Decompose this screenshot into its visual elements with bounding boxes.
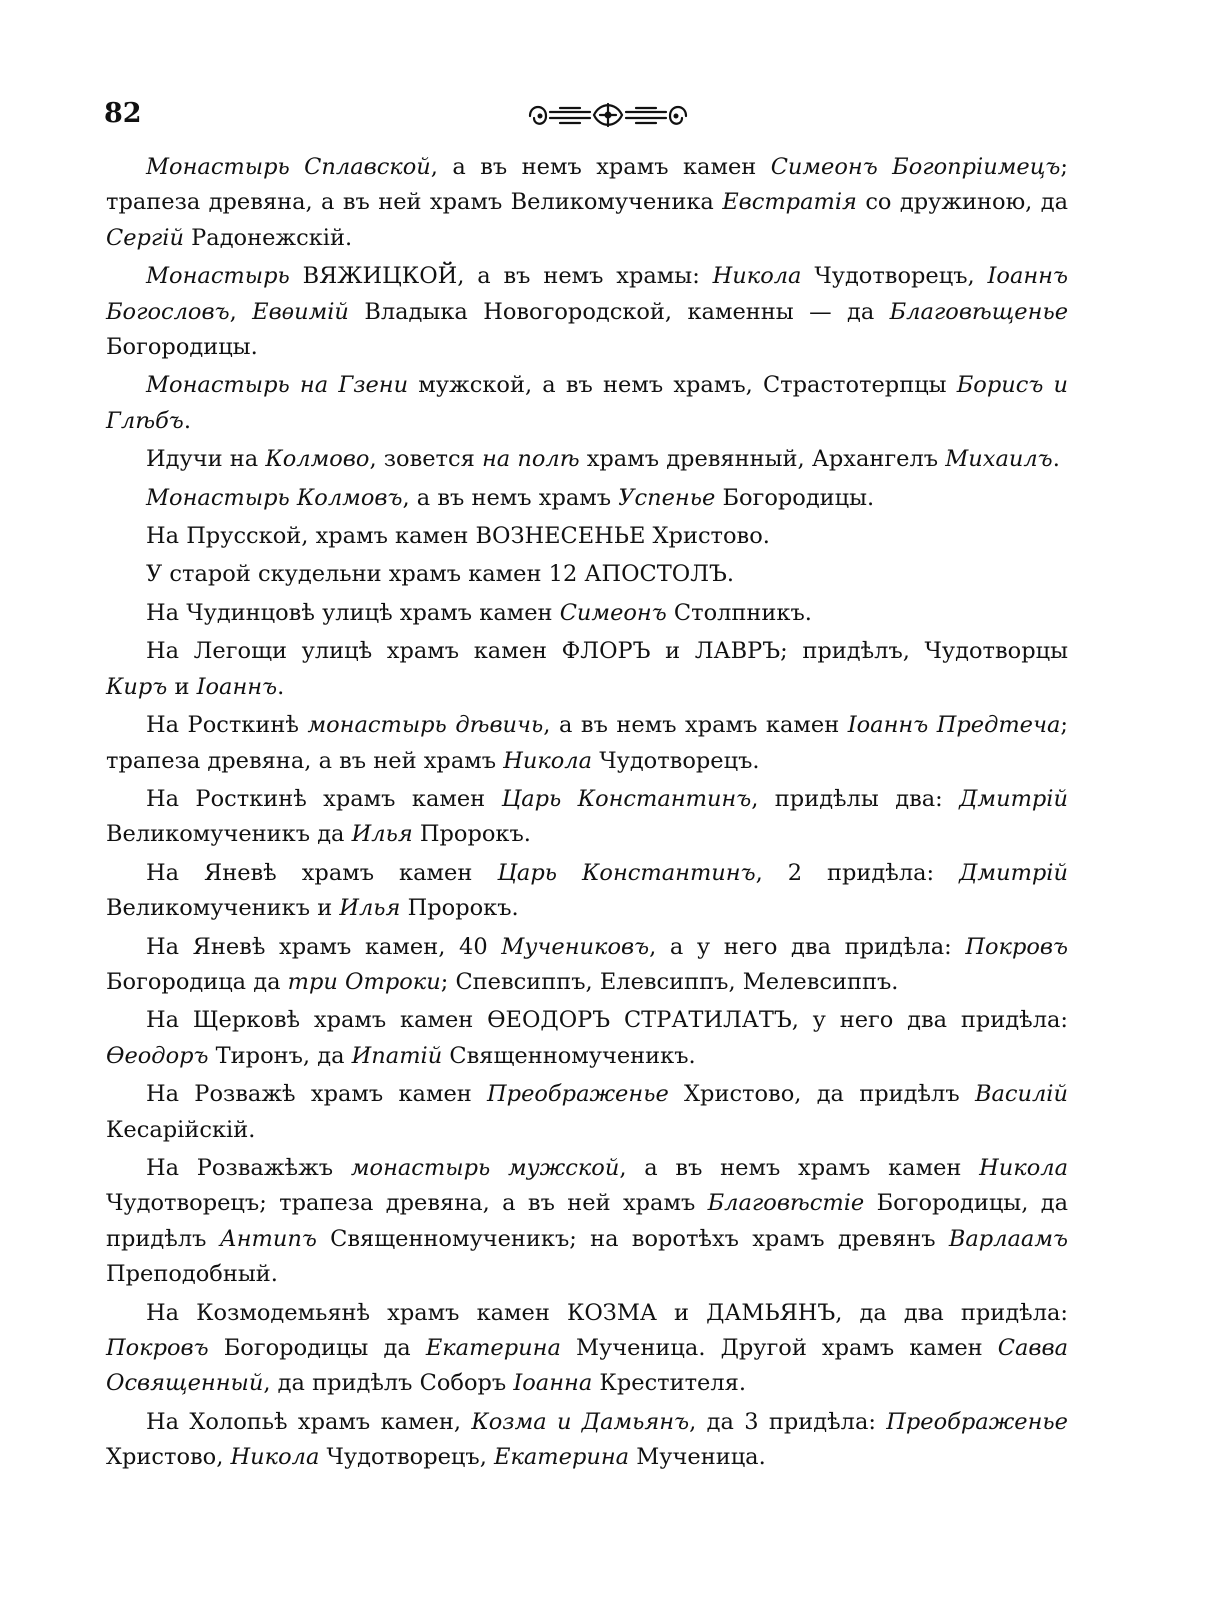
paragraph [106, 1003, 1068, 1074]
text-run: , придѣлы два: [751, 785, 960, 812]
italic-name: Киръ [106, 673, 168, 700]
text-run: , 2 придѣла: [755, 859, 960, 886]
text-run: Священномученикъ. [442, 1042, 696, 1069]
text-run: , [229, 298, 253, 325]
text-run: Великомученикъ и [106, 895, 340, 922]
text-run: Крестителя. [592, 1370, 747, 1397]
paragraph [106, 782, 1068, 853]
text-run: ; трапеза древяна, а въ ней храмъ [106, 712, 1069, 774]
paragraph [106, 519, 1068, 554]
italic-name: Благовѣщенье [889, 298, 1069, 325]
text-run: Великомученикъ да [106, 821, 352, 848]
italic-name: Симеонъ [559, 599, 667, 626]
text-run: Чудотворецъ, [801, 263, 988, 290]
paragraph [106, 930, 1068, 1001]
italic-name: Іоаннъ Богословъ [106, 263, 1069, 325]
text-run: У старой скудельни храмъ камен 12 АПОСТОЛЪ. [146, 561, 735, 588]
text-run: Священномученикъ; на воротѣхъ храмъ древянъ [316, 1225, 949, 1252]
text-run: На Росткинѣ [146, 712, 308, 739]
text-run: мужской, а въ немъ храмъ, Страстотерпцы [408, 372, 957, 399]
text-run: Богородицы. [715, 484, 875, 511]
text-run: . [1052, 446, 1060, 473]
body-text [106, 150, 1068, 1479]
text-run: со дружиною, да [856, 189, 1068, 216]
italic-name: Екатерина [425, 1335, 561, 1361]
text-run: Мученица. [629, 1444, 766, 1471]
text-run: ВЯЖИЦКОЙ, а въ немъ храмы: [289, 263, 713, 290]
italic-name: Никола [230, 1444, 320, 1471]
paragraph [106, 368, 1068, 439]
italic-name: Монастырь [146, 263, 290, 290]
paragraph [106, 557, 1068, 592]
italic-name: Сергій [106, 224, 184, 251]
italic-name: Успенье [618, 484, 716, 511]
italic-name: Никола [979, 1154, 1068, 1181]
text-run: храмъ древянный, Архангелъ [579, 446, 946, 473]
text-run: Владыка Новогородской, каменны — да [348, 298, 890, 325]
paragraph [106, 150, 1068, 256]
italic-name: Преображенье [487, 1081, 669, 1108]
italic-name: Благовѣстіе [707, 1190, 865, 1217]
italic-name: Мучениковъ [501, 933, 650, 960]
paragraph [106, 481, 1068, 516]
italic-name: Дмитрій [959, 859, 1068, 886]
italic-name: Преображенье [886, 1408, 1068, 1435]
italic-name: Ипатій [351, 1042, 443, 1069]
text-run: На Холопьѣ храмъ камен, [146, 1408, 472, 1435]
text-run: Богородица да [106, 968, 288, 995]
italic-name: Евѳимій [252, 298, 349, 325]
text-run: , да 3 придѣла: [689, 1408, 887, 1435]
text-run: . [183, 407, 191, 434]
italic-name: Царь Константинъ [501, 785, 752, 812]
italic-name: Антипъ [219, 1225, 317, 1252]
text-run: На Козмодемьянѣ храмъ камен КОЗМА и ДАМЬЯНЪ, да два придѣла: [146, 1299, 1068, 1326]
text-run: , да придѣлъ Соборъ [263, 1370, 514, 1397]
paragraph [106, 596, 1068, 631]
italic-name: Екатерина [494, 1444, 630, 1471]
paragraph [106, 1077, 1068, 1148]
paragraph [106, 856, 1068, 927]
paragraph [106, 1405, 1068, 1476]
italic-name: Монастырь Сплавской [146, 154, 431, 180]
italic-name: три Отроки [287, 968, 441, 995]
italic-name: Монастырь Колмовъ [146, 484, 403, 511]
text-run: , а въ немъ храмъ [402, 484, 619, 511]
italic-name: Покровъ [965, 933, 1069, 960]
text-run: Кесарійскій. [106, 1116, 256, 1143]
italic-name: Евстратія [722, 189, 857, 216]
text-run: , а въ немъ храмъ камен [619, 1154, 980, 1181]
italic-name: Царь Константинъ [497, 859, 756, 886]
text-run: ; трапеза древяна, а въ ней храмъ Великомученика [106, 154, 1068, 216]
text-run: Богородицы да [208, 1335, 426, 1361]
text-run: Преподобный. [106, 1261, 278, 1288]
text-run: На Прусской, храмъ камен ВОЗНЕСЕНЬЕ Христово. [146, 523, 770, 550]
text-run: , зовется [369, 446, 482, 473]
text-run: Чудотворецъ. [592, 747, 760, 774]
italic-name: Илья [351, 821, 413, 848]
text-run: Радонежскій. [184, 224, 353, 251]
text-run: Богородицы. [106, 334, 258, 361]
italic-name: Борисъ и Глѣбъ [106, 372, 1069, 434]
italic-name: Симеонъ Богопріимецъ [770, 154, 1061, 180]
italic-name: Варлаамъ [948, 1225, 1068, 1252]
text-run: На Легощи улицѣ храмъ камен ФЛОРЪ и ЛАВРЪ; придѣлъ, Чудотворцы [146, 638, 1068, 665]
text-run: Христово, да придѣлъ [668, 1081, 975, 1108]
text-run: Пророкъ. [412, 821, 531, 848]
italic-name: Покровъ [106, 1335, 209, 1361]
italic-name: Монастырь на Гзени [146, 372, 409, 399]
text-run: На Розважѣ храмъ камен [146, 1081, 488, 1108]
italic-name: Никола [712, 263, 802, 290]
text-run: Христово, [106, 1444, 231, 1471]
italic-name: Дмитрій [959, 785, 1068, 812]
text-run: Пророкъ. [400, 895, 519, 922]
paragraph [106, 1151, 1068, 1293]
paragraph [106, 634, 1068, 705]
text-run: ; Спевсиппъ, Елевсиппъ, Мелевсиппъ. [440, 968, 899, 995]
text-run: и [167, 673, 197, 700]
italic-name: Илья [339, 895, 401, 922]
italic-name: Іоаннъ [196, 673, 278, 700]
text-run: Мученица. Другой храмъ камен [560, 1335, 998, 1361]
italic-name: монастырь дѣвичь [307, 712, 544, 739]
text-run: На Чудинцовѣ улицѣ храмъ камен [146, 599, 560, 626]
text-run: На Росткинѣ храмъ камен [146, 785, 502, 812]
paragraph [106, 259, 1068, 365]
text-run: Чудотворецъ, [319, 1444, 495, 1471]
italic-name: Василій [974, 1081, 1068, 1108]
paragraph [106, 442, 1068, 477]
text-run: , а въ немъ храмъ камен [430, 154, 771, 180]
italic-name: Ѳеодоръ [106, 1042, 209, 1069]
text-run: Столпникъ. [666, 599, 812, 626]
text-run: Идучи на [146, 446, 266, 473]
italic-name: Михаилъ [945, 446, 1053, 473]
italic-name: Козма и Дамьянъ [471, 1408, 690, 1435]
text-run: Богородицы, да придѣлъ [106, 1190, 1068, 1252]
text-run: , а у него два придѣла: [649, 933, 966, 960]
paragraph [106, 708, 1068, 779]
text-run: На Яневѣ храмъ камен [146, 859, 498, 886]
text-run: , а въ немъ храмъ камен [543, 712, 848, 739]
floral-ornament-icon [520, 96, 696, 136]
text-run: Чудотворецъ; трапеза древяна, а въ ней храмъ [106, 1190, 708, 1217]
text-run: На Розважѣжъ [146, 1154, 351, 1181]
italic-name: на полѣ [481, 446, 580, 473]
text-run: На Щерковѣ храмъ камен ѲЕОДОРЪ СТРАТИЛАТЪ, у него два придѣла: [146, 1007, 1068, 1034]
italic-name: Колмово [265, 446, 370, 473]
italic-name: монастырь мужской [350, 1154, 620, 1181]
italic-name: Никола [503, 747, 593, 774]
text-run: Тиронъ, да [208, 1042, 352, 1069]
italic-name: Іоаннъ Предтеча [847, 712, 1061, 739]
text-run: На Яневѣ храмъ камен, 40 [146, 933, 502, 960]
page-number: 82 [104, 98, 142, 129]
paragraph [106, 1296, 1068, 1402]
italic-name: Іоанна [513, 1370, 593, 1397]
text-run: . [277, 673, 285, 700]
italic-name: Савва Освященный [106, 1335, 1068, 1397]
